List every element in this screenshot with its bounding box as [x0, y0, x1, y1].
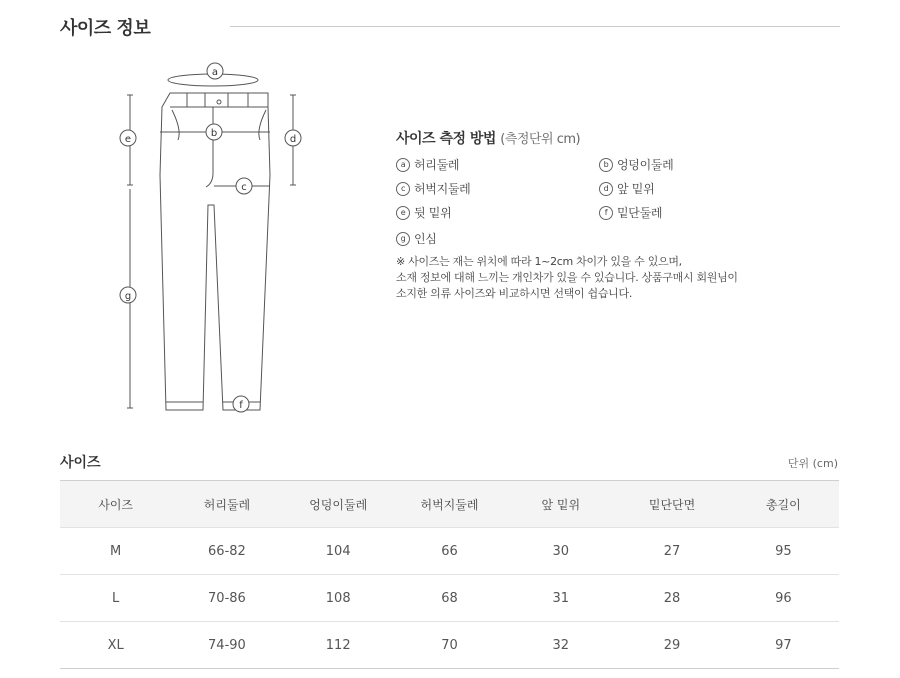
marker-f-icon — [233, 396, 249, 412]
svg-text:c: c — [241, 182, 247, 193]
svg-text:e: e — [124, 134, 132, 145]
column-header: 허벅지둘레 — [394, 481, 505, 528]
marker-icon: a — [396, 158, 410, 172]
table-row — [60, 575, 839, 622]
table-cell: 68 — [394, 575, 505, 622]
legend-item: a 허리둘레 — [396, 156, 459, 173]
table-cell: XL — [60, 622, 171, 669]
svg-text:b: b — [210, 128, 218, 139]
table-cell: M — [60, 528, 171, 575]
table-cell: 108 — [283, 575, 394, 622]
marker-icon: g — [396, 232, 410, 246]
table-cell: L — [60, 575, 171, 622]
column-header: 허리둘레 — [171, 481, 282, 528]
column-header: 앞 밑위 — [505, 481, 616, 528]
legend-item: e 뒷 밑위 — [396, 204, 451, 221]
marker-c-icon — [236, 178, 252, 194]
size-table-unit: 단위 (cm) — [787, 457, 838, 470]
pants-diagram — [110, 55, 320, 420]
pants-outline — [160, 93, 270, 410]
marker-icon: e — [396, 206, 410, 220]
marker-g-icon — [120, 287, 136, 303]
column-header: 총길이 — [728, 481, 839, 528]
table-cell: 28 — [616, 575, 727, 622]
table-cell: 70-86 — [171, 575, 282, 622]
size-note: ※ 사이즈는 재는 위치에 따라 1~2cm 차이가 있을 수 있으며, 소재 정보에 대해 느끼는 개인차가 있을 수 있습니다. 상품구매시 회원님이 소지한 의류 사이즈와 비교하시면 선택이 쉽습니다. — [396, 255, 738, 300]
svg-text:g: g — [124, 291, 132, 302]
table-cell: 29 — [616, 622, 727, 669]
legend-item: g 인심 — [396, 230, 437, 247]
table-cell: 31 — [505, 575, 616, 622]
table-cell: 112 — [283, 622, 394, 669]
section-title: 사이즈 정보 — [60, 18, 151, 39]
table-cell: 66 — [394, 528, 505, 575]
table-cell: 27 — [616, 528, 727, 575]
marker-icon: d — [599, 182, 613, 196]
table-cell: 70 — [394, 622, 505, 669]
measurement-legend — [396, 156, 836, 252]
svg-text:f: f — [239, 400, 243, 411]
table-cell: 96 — [728, 575, 839, 622]
title-divider — [230, 26, 840, 27]
table-row — [60, 528, 839, 575]
size-table-title: 사이즈 — [60, 455, 101, 471]
column-header: 밑단단면 — [616, 481, 727, 528]
table-cell: 74-90 — [171, 622, 282, 669]
marker-icon: b — [599, 158, 613, 172]
table-header-row — [60, 481, 839, 528]
marker-a-icon — [207, 63, 223, 79]
marker-icon: c — [396, 182, 410, 196]
legend-item: f 밑단둘레 — [599, 204, 662, 221]
marker-icon: f — [599, 206, 613, 220]
legend-item: c 허벅지둘레 — [396, 180, 470, 197]
table-cell: 30 — [505, 528, 616, 575]
column-header: 엉덩이둘레 — [283, 481, 394, 528]
legend-item: d 앞 밑위 — [599, 180, 654, 197]
table-row — [60, 622, 839, 669]
legend-item: b 엉덩이둘레 — [599, 156, 673, 173]
marker-e-icon — [120, 130, 136, 146]
svg-text:d: d — [289, 134, 297, 145]
measurement-method — [396, 128, 836, 302]
column-header: 사이즈 — [60, 481, 171, 528]
table-cell: 32 — [505, 622, 616, 669]
method-unit: (측정단위 cm) — [500, 132, 581, 147]
marker-d-icon — [285, 130, 301, 146]
method-title: 사이즈 측정 방법 (측정단위 cm) — [396, 131, 581, 147]
table-cell: 104 — [283, 528, 394, 575]
table-cell: 97 — [728, 622, 839, 669]
table-cell: 95 — [728, 528, 839, 575]
marker-b-icon — [206, 124, 222, 140]
svg-text:a: a — [211, 67, 219, 78]
size-table — [60, 480, 839, 669]
table-cell: 66-82 — [171, 528, 282, 575]
